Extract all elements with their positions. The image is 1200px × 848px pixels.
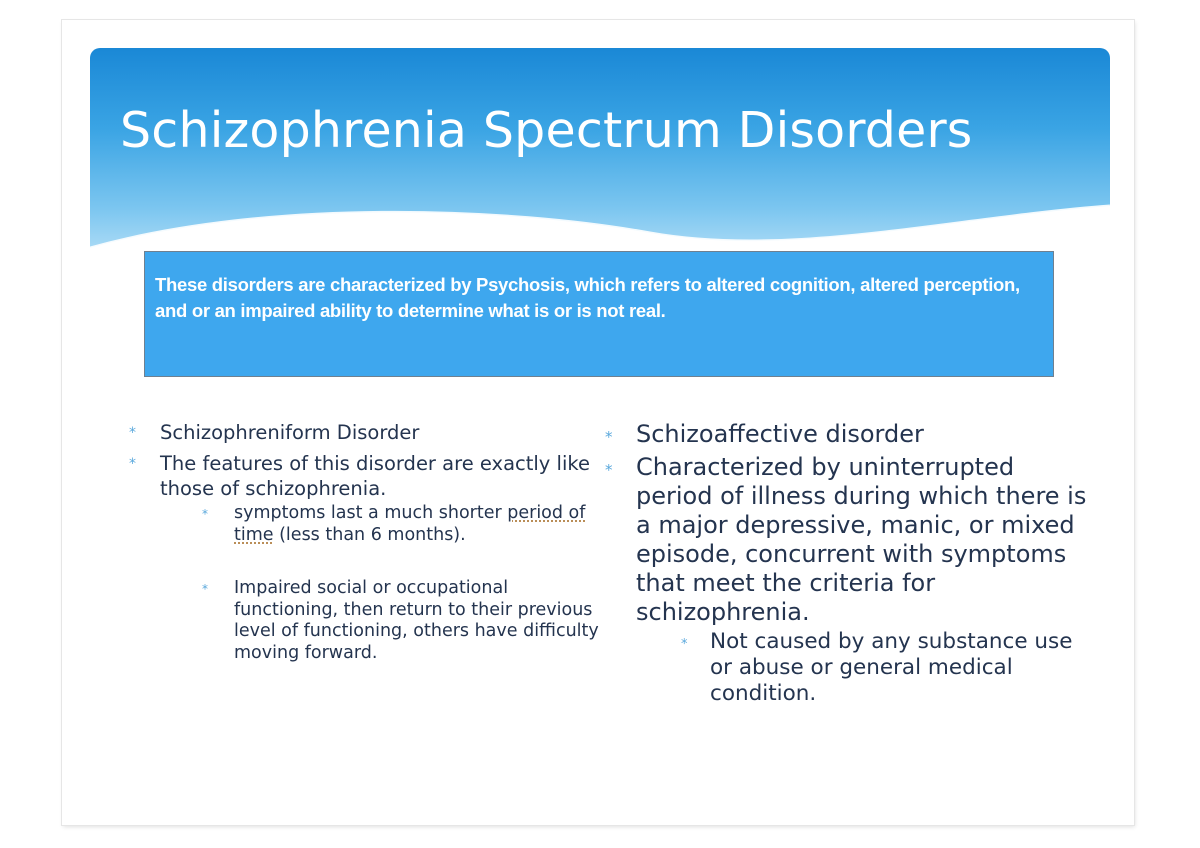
left-column	[122, 420, 602, 670]
bullet-text: Schizophreniform Disorder	[160, 421, 420, 444]
spacer	[160, 546, 602, 576]
slide	[62, 20, 1134, 825]
sub-bullet-list	[160, 503, 602, 664]
sub-bullet-text: Impaired social or occupational functioning, then return to their previous level of functioning, others have difficulty moving forward.	[234, 578, 599, 663]
bullet-star-icon: *	[605, 461, 613, 479]
bullet-star-icon: *	[202, 507, 208, 521]
bullet-text: The features of this disorder are exactly like those of schizophrenia.	[160, 452, 590, 500]
sub-bullet-text-end: (less than 6 months).	[273, 524, 466, 545]
list-item	[598, 453, 1098, 707]
bullet-star-icon: *	[605, 428, 613, 446]
definition-callout	[144, 251, 1054, 377]
bullet-star-icon: *	[129, 456, 136, 472]
list-item	[598, 420, 1098, 449]
bullet-text: Schizoaffective disorder	[636, 420, 924, 448]
right-column	[598, 420, 1098, 711]
sub-list-item	[674, 629, 1098, 707]
right-bullet-list	[598, 420, 1098, 707]
sub-list-item	[196, 578, 602, 664]
sub-bullet-list	[636, 629, 1098, 707]
bullet-star-icon: *	[129, 425, 136, 441]
sub-bullet-text-start: symptoms last a much shorter	[234, 503, 508, 523]
bullet-star-icon: *	[202, 582, 208, 596]
callout-text: These disorders are characterized by Psychosis, which refers to altered cognition, altered perception, and or an impaired ability to determine what is or is not real.	[155, 274, 1020, 321]
bullet-star-icon: *	[681, 637, 688, 652]
sub-bullet-text: Not caused by any substance use or abuse or general medical condition.	[710, 629, 1073, 706]
bullet-text: Characterized by uninterrupted period of illness during which there is a major depressive, manic, or mixed episode, concurrent with symptoms that meet the criteria for schizophrenia.	[636, 453, 1087, 626]
spellcheck-underlined-text: period of time	[234, 503, 586, 545]
banner-wave-decoration	[90, 48, 1110, 278]
sub-list-item	[196, 503, 602, 546]
title-banner	[90, 48, 1110, 278]
left-bullet-list	[122, 420, 602, 664]
slide-title: Schizophrenia Spectrum Disorders	[120, 102, 973, 159]
list-item	[122, 420, 602, 445]
list-item	[122, 451, 602, 664]
